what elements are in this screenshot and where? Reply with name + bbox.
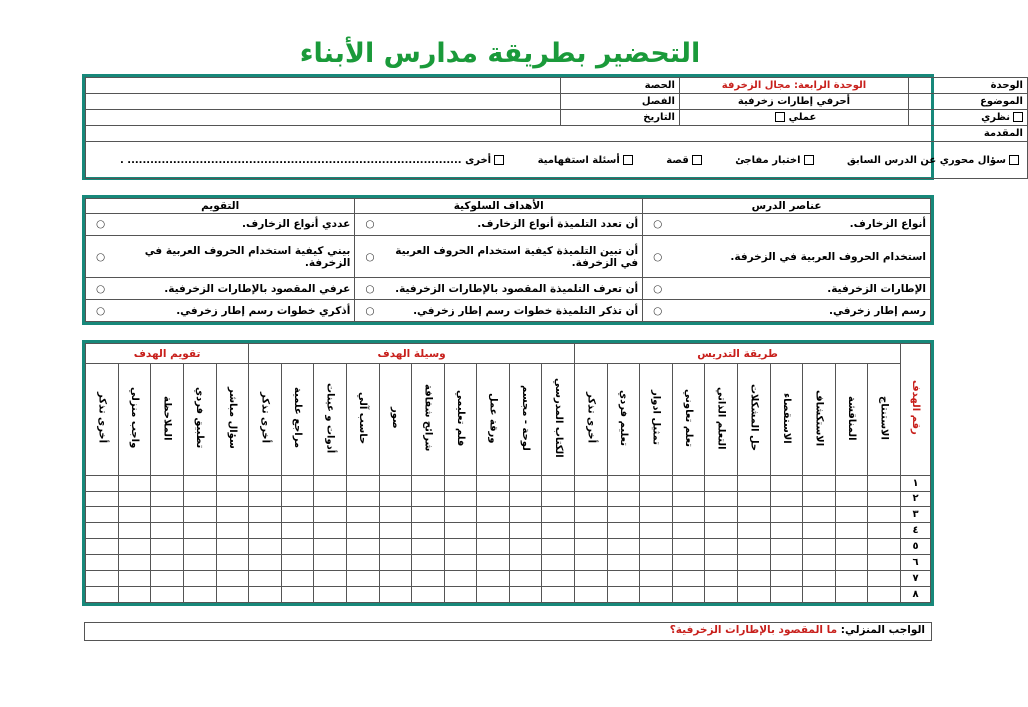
intro-option-quiz[interactable]: اختبار مفاجئ	[735, 155, 813, 166]
grid-cell[interactable]	[672, 539, 705, 555]
grid-cell[interactable]	[444, 507, 477, 523]
objective-cell: أن تذكر التلميذة خطوات رسم إطار زخرفي. ○	[355, 300, 643, 322]
grid-cell[interactable]	[86, 475, 119, 491]
grid-cell[interactable]	[705, 507, 738, 523]
table-row	[86, 214, 931, 236]
grid-cell[interactable]	[86, 523, 119, 539]
goal-number: ٧	[901, 571, 931, 587]
method-column-means: صور	[379, 364, 412, 475]
grid-cell[interactable]	[607, 539, 640, 555]
grid-cell[interactable]	[738, 523, 771, 539]
grid-cell[interactable]	[803, 539, 836, 555]
grid-cell[interactable]	[640, 587, 673, 603]
objective-cell: أن تعدد التلميذة أنواع الزخارف. ○	[355, 214, 643, 236]
checkbox-icon[interactable]	[804, 155, 814, 165]
method-column-means: الكتاب المدرسي	[542, 364, 575, 475]
grid-cell[interactable]	[314, 587, 347, 603]
grid-cell[interactable]	[118, 507, 151, 523]
grid-cell[interactable]	[249, 571, 282, 587]
grid-cell[interactable]	[477, 555, 510, 571]
grid-cell[interactable]	[216, 475, 249, 491]
grid-cell[interactable]	[803, 475, 836, 491]
grid-cell[interactable]	[835, 475, 868, 491]
grid-cell[interactable]	[770, 555, 803, 571]
date-label: التاريخ	[560, 110, 679, 126]
grid-cell[interactable]	[151, 507, 184, 523]
homework-box	[84, 622, 932, 641]
grid-cell[interactable]	[249, 587, 282, 603]
grid-cell[interactable]	[412, 539, 445, 555]
grid-cell[interactable]	[868, 475, 901, 491]
grid-cell[interactable]	[281, 587, 314, 603]
method-column-teaching: تمثيل ادوار	[640, 364, 673, 475]
grid-cell[interactable]	[868, 491, 901, 507]
grid-cell[interactable]	[542, 491, 575, 507]
element-cell: استخدام الحروف العربية في الزخرفة. ○	[643, 235, 931, 277]
grid-cell[interactable]	[477, 523, 510, 539]
checkbox-icon[interactable]	[494, 155, 504, 165]
grid-cell[interactable]	[868, 587, 901, 603]
grid-cell[interactable]	[183, 587, 216, 603]
method-column-means: حاسب آلي	[346, 364, 379, 475]
grid-cell[interactable]	[672, 571, 705, 587]
grid-cell[interactable]	[281, 475, 314, 491]
grid-cell[interactable]	[86, 587, 119, 603]
grid-cell[interactable]	[542, 555, 575, 571]
intro-option-question[interactable]: سؤال محوري عن الدرس السابق	[847, 155, 1019, 166]
grid-cell[interactable]	[151, 555, 184, 571]
table-row	[86, 571, 931, 587]
grid-cell[interactable]	[183, 571, 216, 587]
method-column-means: أخرى تذكر	[249, 364, 282, 475]
grid-cell[interactable]	[379, 491, 412, 507]
grid-cell[interactable]	[835, 507, 868, 523]
element-cell: رسم إطار زخرفي. ○	[643, 300, 931, 322]
grid-cell[interactable]	[770, 539, 803, 555]
grid-cell[interactable]	[477, 491, 510, 507]
grid-cell[interactable]	[509, 587, 542, 603]
method-column-eval: سؤال مباشر	[216, 364, 249, 475]
grid-cell[interactable]	[803, 491, 836, 507]
grid-cell[interactable]	[444, 539, 477, 555]
grid-cell[interactable]	[672, 475, 705, 491]
grid-cell[interactable]	[705, 587, 738, 603]
grid-cell[interactable]	[249, 475, 282, 491]
objectives-header: الأهداف السلوكية	[355, 199, 643, 214]
date-value	[86, 110, 561, 126]
grid-cell[interactable]	[607, 571, 640, 587]
grid-cell[interactable]	[607, 555, 640, 571]
grid-cell[interactable]	[151, 523, 184, 539]
grid-cell[interactable]	[672, 555, 705, 571]
table-row	[86, 507, 931, 523]
grid-cell[interactable]	[412, 507, 445, 523]
grid-cell[interactable]	[672, 587, 705, 603]
grid-cell[interactable]	[346, 555, 379, 571]
grid-cell[interactable]	[314, 491, 347, 507]
grid-cell[interactable]	[151, 571, 184, 587]
method-column-means: ورقة عمل	[477, 364, 510, 475]
grid-cell[interactable]	[444, 555, 477, 571]
grid-cell[interactable]	[216, 555, 249, 571]
grid-cell[interactable]	[118, 539, 151, 555]
grid-cell[interactable]	[770, 523, 803, 539]
grid-cell[interactable]	[705, 523, 738, 539]
grid-cell[interactable]	[705, 555, 738, 571]
class-label: الفصل	[560, 94, 679, 110]
grid-cell[interactable]	[575, 507, 608, 523]
grid-cell[interactable]	[444, 571, 477, 587]
grid-cell[interactable]	[738, 571, 771, 587]
grid-cell[interactable]	[379, 587, 412, 603]
grid-cell[interactable]	[379, 555, 412, 571]
grid-cell[interactable]	[444, 523, 477, 539]
grid-cell[interactable]	[509, 523, 542, 539]
grid-cell[interactable]	[314, 507, 347, 523]
table-row	[86, 491, 931, 507]
grid-cell[interactable]	[281, 507, 314, 523]
grid-cell[interactable]	[672, 491, 705, 507]
theory-option[interactable]: نظري	[908, 110, 1027, 126]
method-column-teaching: حل المشكلات	[738, 364, 771, 475]
method-column-eval: واجب منزلي	[118, 364, 151, 475]
grid-cell[interactable]	[509, 539, 542, 555]
table-row	[86, 300, 931, 322]
grid-cell[interactable]	[542, 475, 575, 491]
grid-cell[interactable]	[379, 475, 412, 491]
grid-cell[interactable]	[118, 475, 151, 491]
grid-cell[interactable]	[542, 523, 575, 539]
grid-cell[interactable]	[151, 475, 184, 491]
goal-number: ١	[901, 475, 931, 491]
grid-cell[interactable]	[705, 571, 738, 587]
grid-cell[interactable]	[542, 539, 575, 555]
grid-cell[interactable]	[412, 475, 445, 491]
method-column-teaching: الاستكشاف	[803, 364, 836, 475]
grid-cell[interactable]	[868, 571, 901, 587]
practical-checkbox[interactable]	[775, 112, 785, 122]
grid-cell[interactable]	[640, 475, 673, 491]
method-column-eval: الملاحظة	[151, 364, 184, 475]
method-column-teaching: الاستقصاء	[770, 364, 803, 475]
evaluation-cell: عددي أنواع الزخارف. ○	[86, 214, 355, 236]
grid-cell[interactable]	[509, 491, 542, 507]
grid-cell[interactable]	[249, 491, 282, 507]
grid-cell[interactable]	[770, 491, 803, 507]
grid-cell[interactable]	[183, 507, 216, 523]
grid-cell[interactable]	[607, 507, 640, 523]
grid-cell[interactable]	[607, 523, 640, 539]
grid-cell[interactable]	[216, 571, 249, 587]
grid-cell[interactable]	[770, 475, 803, 491]
table-row	[86, 523, 931, 539]
goal-number: ٥	[901, 539, 931, 555]
grid-cell[interactable]	[835, 571, 868, 587]
grid-cell[interactable]	[607, 491, 640, 507]
grid-cell[interactable]	[314, 539, 347, 555]
grid-cell[interactable]	[738, 555, 771, 571]
checkbox-icon[interactable]	[623, 155, 633, 165]
period-label: الحصة	[560, 78, 679, 94]
evaluation-header: التقويم	[86, 199, 355, 214]
grid-cell[interactable]	[86, 507, 119, 523]
grid-cell[interactable]	[444, 587, 477, 603]
grid-cell[interactable]	[151, 491, 184, 507]
grid-cell[interactable]	[86, 539, 119, 555]
grid-cell[interactable]	[314, 523, 347, 539]
grid-cell[interactable]	[738, 539, 771, 555]
lesson-info-table	[82, 74, 1023, 180]
grid-cell[interactable]	[118, 571, 151, 587]
grid-cell[interactable]	[216, 539, 249, 555]
grid-cell[interactable]	[509, 475, 542, 491]
grid-cell[interactable]	[379, 571, 412, 587]
grid-cell[interactable]	[281, 571, 314, 587]
method-column-teaching: تعليم فردي	[607, 364, 640, 475]
teaching-methods-table	[82, 340, 934, 606]
evaluation-cell: بيني كيفية استخدام الحروف العربية في الزخرفة. ○	[86, 235, 355, 277]
grid-cell[interactable]	[216, 523, 249, 539]
grid-cell[interactable]	[738, 587, 771, 603]
grid-cell[interactable]	[835, 523, 868, 539]
checkbox-icon[interactable]	[692, 155, 702, 165]
table-row	[86, 278, 931, 300]
table-row	[86, 475, 931, 491]
class-value	[86, 94, 561, 110]
table-row	[86, 235, 931, 277]
grid-cell[interactable]	[509, 571, 542, 587]
method-column-means: مراجع علمية	[281, 364, 314, 475]
goal-number: ٤	[901, 523, 931, 539]
grid-cell[interactable]	[281, 539, 314, 555]
grid-cell[interactable]	[216, 491, 249, 507]
checkbox-icon[interactable]	[1009, 155, 1019, 165]
grid-cell[interactable]	[575, 523, 608, 539]
grid-cell[interactable]	[575, 555, 608, 571]
method-column-teaching: تعلم تعاوني	[672, 364, 705, 475]
grid-cell[interactable]	[542, 587, 575, 603]
goal-number-header: رقم الهدف	[901, 344, 931, 476]
grid-cell[interactable]	[412, 491, 445, 507]
grid-cell[interactable]	[640, 523, 673, 539]
grid-cell[interactable]	[607, 475, 640, 491]
grid-cell[interactable]	[346, 571, 379, 587]
grid-cell[interactable]	[183, 475, 216, 491]
grid-cell[interactable]	[575, 587, 608, 603]
homework-label: الواجب المنزلي:	[840, 624, 925, 636]
goal-number: ٣	[901, 507, 931, 523]
grid-cell[interactable]	[477, 539, 510, 555]
grid-cell[interactable]	[542, 507, 575, 523]
grid-cell[interactable]	[281, 523, 314, 539]
grid-cell[interactable]	[412, 571, 445, 587]
grid-cell[interactable]	[607, 587, 640, 603]
grid-cell[interactable]	[868, 555, 901, 571]
grid-cell[interactable]	[86, 491, 119, 507]
grid-cell[interactable]	[346, 523, 379, 539]
grid-cell[interactable]	[770, 587, 803, 603]
grid-cell[interactable]	[640, 507, 673, 523]
grid-cell[interactable]	[86, 571, 119, 587]
grid-cell[interactable]	[803, 571, 836, 587]
grid-cell[interactable]	[770, 571, 803, 587]
homework-value: ما المقصود بالإطارات الزخرفية؟	[669, 624, 838, 636]
method-column-teaching: الاستنتاج	[868, 364, 901, 475]
period-value	[86, 78, 561, 94]
grid-cell[interactable]	[216, 507, 249, 523]
grid-cell[interactable]	[738, 507, 771, 523]
grid-cell[interactable]	[705, 539, 738, 555]
grid-cell[interactable]	[183, 523, 216, 539]
grid-cell[interactable]	[868, 523, 901, 539]
intro-dots: ........................................................................................ .	[120, 154, 462, 166]
table-row	[86, 555, 931, 571]
element-cell: أنواع الزخارف. ○	[643, 214, 931, 236]
intro-options	[86, 142, 1028, 179]
grid-cell[interactable]	[249, 539, 282, 555]
topic-label: الموضوع	[908, 94, 1027, 110]
table-row	[86, 539, 931, 555]
grid-cell[interactable]	[509, 555, 542, 571]
grid-cell[interactable]	[346, 491, 379, 507]
grid-cell[interactable]	[249, 507, 282, 523]
grid-cell[interactable]	[575, 475, 608, 491]
grid-cell[interactable]	[640, 539, 673, 555]
grid-cell[interactable]	[770, 507, 803, 523]
grid-cell[interactable]	[216, 587, 249, 603]
grid-cell[interactable]	[477, 571, 510, 587]
grid-cell[interactable]	[835, 555, 868, 571]
topic-value: أحرفي إطارات زخرفية	[679, 94, 908, 110]
grid-cell[interactable]	[118, 555, 151, 571]
grid-cell[interactable]	[412, 555, 445, 571]
grid-cell[interactable]	[542, 571, 575, 587]
practical-option[interactable]: عملي	[679, 110, 908, 126]
intro-label: المقدمة	[86, 126, 1028, 142]
grid-cell[interactable]	[379, 539, 412, 555]
objective-cell: أن تعرف التلميذة المقصود بالإطارات الزخرفية. ○	[355, 278, 643, 300]
grid-cell[interactable]	[118, 491, 151, 507]
method-column-means: شرائح شفافة	[412, 364, 445, 475]
theory-checkbox[interactable]	[1013, 112, 1023, 122]
grid-cell[interactable]	[281, 491, 314, 507]
grid-cell[interactable]	[835, 539, 868, 555]
method-column-teaching: المناقشة	[835, 364, 868, 475]
goal-evaluation-header: تقويم الهدف	[86, 344, 249, 364]
grid-cell[interactable]	[444, 491, 477, 507]
grid-cell[interactable]	[86, 555, 119, 571]
grid-cell[interactable]	[151, 587, 184, 603]
grid-cell[interactable]	[346, 539, 379, 555]
grid-cell[interactable]	[314, 555, 347, 571]
grid-cell[interactable]	[183, 491, 216, 507]
grid-cell[interactable]	[249, 523, 282, 539]
grid-cell[interactable]	[379, 523, 412, 539]
grid-cell[interactable]	[151, 539, 184, 555]
method-column-means: لوحة - مجسم	[509, 364, 542, 475]
teaching-means-header: وسيلة الهدف	[249, 344, 575, 364]
method-column-means: فلم تعليمي	[444, 364, 477, 475]
method-column-teaching: أخرى تذكر	[575, 364, 608, 475]
grid-cell[interactable]	[314, 475, 347, 491]
grid-cell[interactable]	[346, 507, 379, 523]
grid-cell[interactable]	[575, 539, 608, 555]
element-cell: الإطارات الزخرفية. ○	[643, 278, 931, 300]
grid-cell[interactable]	[803, 507, 836, 523]
grid-cell[interactable]	[575, 571, 608, 587]
unit-label: الوحدة	[908, 78, 1027, 94]
elements-header: عناصر الدرس	[643, 199, 931, 214]
grid-cell[interactable]	[412, 587, 445, 603]
grid-cell[interactable]	[640, 491, 673, 507]
intro-option-story[interactable]: قصة	[666, 155, 701, 166]
grid-cell[interactable]	[640, 555, 673, 571]
grid-cell[interactable]	[183, 555, 216, 571]
evaluation-cell: عرفي المقصود بالإطارات الزخرفية. ○	[86, 278, 355, 300]
page-title: التحضير بطريقة مدارس الأبناء	[299, 38, 701, 69]
grid-cell[interactable]	[281, 555, 314, 571]
grid-cell[interactable]	[509, 507, 542, 523]
grid-cell[interactable]	[835, 491, 868, 507]
teaching-method-header: طريقة التدريس	[575, 344, 901, 364]
grid-cell[interactable]	[118, 523, 151, 539]
unit-value: الوحدة الرابعة: مجال الزخرفة	[679, 78, 908, 94]
method-column-eval: تطبيق فردي	[183, 364, 216, 475]
grid-cell[interactable]	[868, 539, 901, 555]
grid-cell[interactable]	[477, 587, 510, 603]
grid-cell[interactable]	[803, 587, 836, 603]
table-row	[86, 587, 931, 603]
grid-cell[interactable]	[705, 491, 738, 507]
method-column-means: أدوات و عينات	[314, 364, 347, 475]
grid-cell[interactable]	[444, 475, 477, 491]
intro-option-questions[interactable]: أسئلة استفهامية	[538, 155, 633, 166]
goal-number: ٦	[901, 555, 931, 571]
grid-cell[interactable]	[803, 523, 836, 539]
grid-cell[interactable]	[672, 523, 705, 539]
grid-cell[interactable]	[575, 491, 608, 507]
grid-cell[interactable]	[803, 555, 836, 571]
grid-cell[interactable]	[379, 507, 412, 523]
grid-cell[interactable]	[705, 475, 738, 491]
grid-cell[interactable]	[672, 507, 705, 523]
grid-cell[interactable]	[640, 571, 673, 587]
lesson-elements-table	[82, 195, 934, 325]
intro-option-other[interactable]: أخرى ........................................................................................ .	[120, 155, 504, 166]
grid-cell[interactable]	[477, 507, 510, 523]
method-column-eval: أخرى تذكر	[86, 364, 119, 475]
grid-cell[interactable]	[249, 555, 282, 571]
grid-cell[interactable]	[118, 587, 151, 603]
grid-cell[interactable]	[412, 523, 445, 539]
grid-cell[interactable]	[738, 475, 771, 491]
grid-cell[interactable]	[183, 539, 216, 555]
goal-number: ٢	[901, 491, 931, 507]
grid-cell[interactable]	[346, 475, 379, 491]
grid-cell[interactable]	[835, 587, 868, 603]
grid-cell[interactable]	[738, 491, 771, 507]
grid-cell[interactable]	[868, 507, 901, 523]
grid-cell[interactable]	[346, 587, 379, 603]
grid-cell[interactable]	[314, 571, 347, 587]
grid-cell[interactable]	[477, 475, 510, 491]
goal-number: ٨	[901, 587, 931, 603]
objective-cell: أن تبين التلميذة كيفية استخدام الحروف العربية في الزخرفة. ○	[355, 235, 643, 277]
method-column-teaching: التعلم الذاتي	[705, 364, 738, 475]
evaluation-cell: أذكري خطوات رسم إطار زخرفي. ○	[86, 300, 355, 322]
